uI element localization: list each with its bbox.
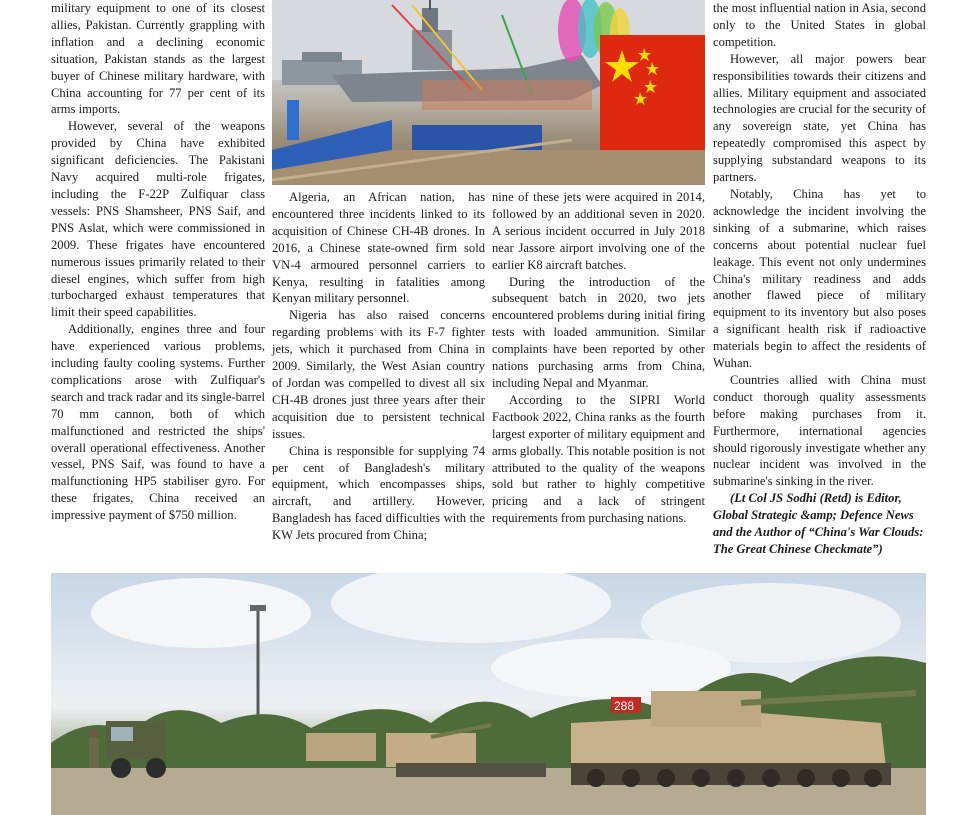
paragraph: Algeria, an African nation, has encountered three incidents linked to its acquisition of Chinese CH-4B drones. In 2016, a Chinese state-owned firm sold VN-4 armoured personnel carriers to Kenya, resulting in fatalities among Kenyan military personnel. [272, 190, 485, 306]
paragraph: However, several of the weapons provided by China have exhibited significant deficiencies. The Pakistani Navy acquired multi-role frigates, including the F-22P Zulfiquar class vessels: PNS Shamsheer, PNS Saif, and PNS Aslat, which were commissioned in 2009. These frigates have encountered numerous issues primarily related to their diesel engines, which suffer from high turbocharged exhaust temperatures that limit their speed capabilities. [51, 119, 265, 320]
paragraph: nine of these jets were acquired in 2014, followed by an additional seven in 2020. A serious incident occurred in July 2018 near Jassore airport involving one of the earlier K8 aircraft batches. [492, 190, 705, 272]
paragraph: Countries allied with China must conduct thorough quality assessments before making purchases from it. Furthermore, international agencies should rigorously investigate whether any nuclear incident was involved in the submarine's sinking in the river. [713, 372, 926, 489]
ship-ceremony-photo [272, 0, 705, 185]
author-credit: (Lt Col JS Sodhi (Retd) is Editor, Global Strategic &amp; Defence News and the Author of “China's War Clouds: The Great Chinese Checkmate”) [713, 491, 924, 556]
paragraph: However, all major powers bear responsibilities towards their citizens and allies. Military equipment and associated technologies are crucial for the security of any sovereign state, yet China has repeatedly compromised this aspect by supplying substandard weapons to its partners. [713, 51, 926, 185]
chinese-flag [600, 35, 705, 170]
tanks-photo [51, 573, 926, 815]
turret-number: 288 [614, 699, 635, 713]
paragraph: During the introduction of the subsequent batch in 2020, two jets encountered problems during initial firing tests with loaded ammunition. Similar complaints have been reported by other nations purchasing arms from China, including Nepal and Myanmar. [492, 274, 705, 390]
paragraph: China is responsible for supplying 74 per cent of Bangladesh's military equipment, which encompasses ships, aircraft, and artillery. However, Bangladesh has faced difficulties with the KW Jets procured from China; [272, 443, 485, 543]
paragraph: military equipment to one of its closest allies, Pakistan. Currently grappling with inflation and a declining economic situation, Pakistan stands as the largest buyer of Chinese military hardware, with China accounting for 77 per cent of its arms imports. [51, 1, 265, 117]
article-column-2 [272, 189, 485, 544]
paragraph: Additionally, engines three and four have experienced various problems, including faulty cooling systems. Further complications arose with Zulfiquar's search and track radar and its single-barrel 70 mm cannon, both of which malfunctioned and restricted the ships' overall operational effectiveness. Another vessel, PNS Saif, was found to have a malfunctioning HP5 stabiliser gyro. For these frigates, China received an impressive payment of $750 million. [51, 322, 265, 523]
paragraph: According to the SIPRI World Factbook 2022, China ranks as the fourth largest exporter of military equipment and arms globally. This notable position is not attributed to the quality of the weapons sold but rather to highly competitive pricing and a lack of stringent requirements from purchasing nations. [492, 392, 705, 526]
paragraph: Nigeria has also raised concerns regarding problems with its F-7 fighter jets, which it purchased from China in 2009. Similarly, the West Asian country of Jordan was compelled to divest all six CH-4B drones just three years after their acquisition due to persistent technical issues. [272, 308, 485, 441]
article-column-4 [713, 0, 926, 558]
paragraph: the most influential nation in Asia, second only to the United States in global competition. [713, 1, 926, 49]
paragraph: Notably, China has yet to acknowledge the incident involving the sinking of a submarine, which raises concerns about potential nuclear fuel leakage. This event not only undermines China's military readiness and adds another flawed piece of military equipment to its inventory but also poses a significant health risk if radioactive materials begin to affect the residents of Wuhan. [713, 186, 926, 371]
article-column-1 [51, 0, 265, 524]
article-column-3 [492, 189, 705, 527]
